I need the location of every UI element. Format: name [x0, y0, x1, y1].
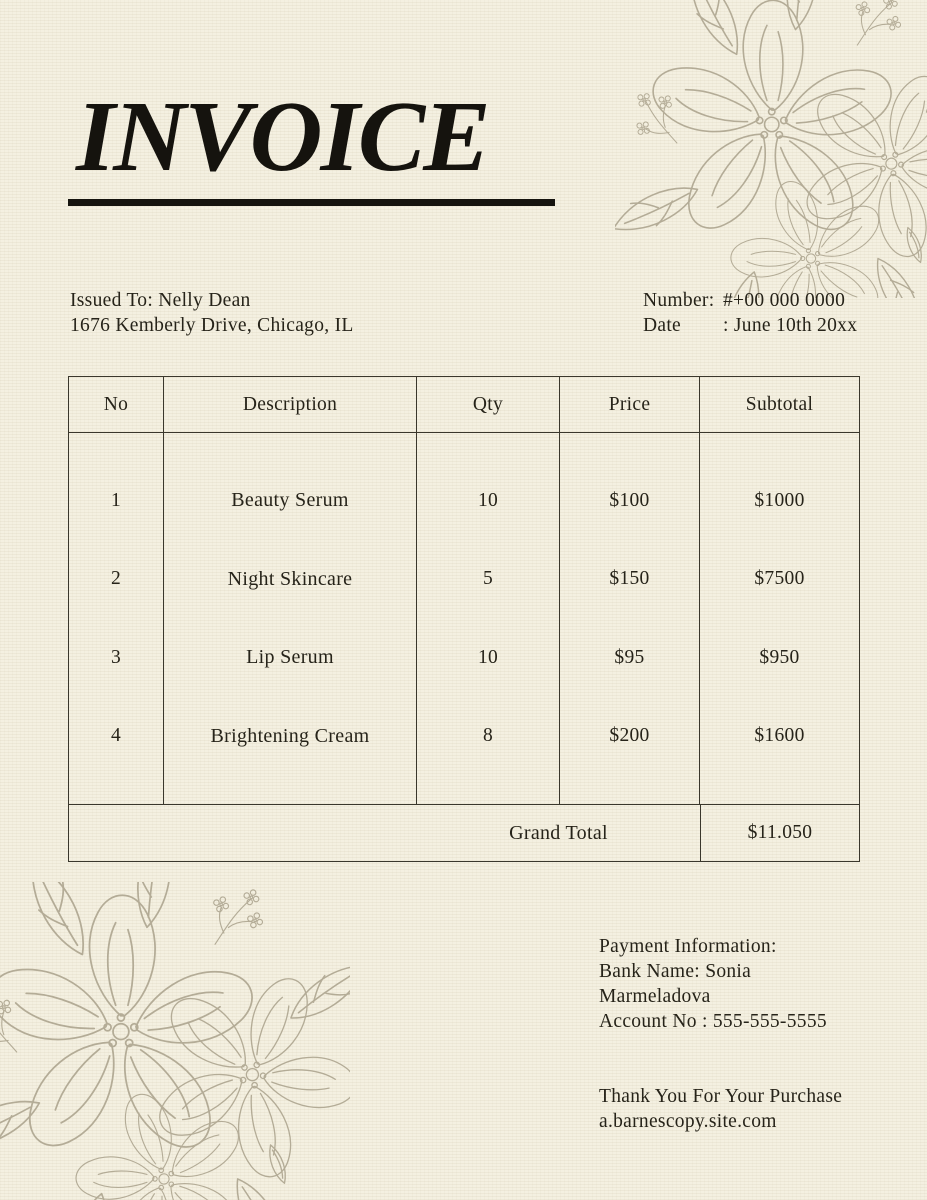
bank-name-line: Bank Name: Sonia: [599, 961, 752, 982]
invoice-date-row: [643, 313, 857, 338]
cell-qty: 10: [477, 489, 499, 511]
grand-total-value: $11.050: [700, 805, 859, 861]
thank-you-text: Thank You For Your Purchase: [599, 1086, 843, 1107]
table-body: [69, 433, 859, 805]
cell-no: 1: [110, 489, 122, 511]
cell-subtotal: $950: [759, 646, 800, 668]
cell-subtotal: $7500: [754, 568, 805, 590]
page-title: INVOICE: [76, 80, 489, 192]
table-header-row: [69, 377, 859, 433]
cell-description: Brightening Cream: [210, 725, 370, 748]
cell-price: $150: [609, 568, 650, 590]
column-header-price: Price: [560, 377, 700, 432]
column-price: [560, 433, 700, 804]
column-header-qty: Qty: [417, 377, 560, 432]
invoice-date-value: : June 10th 20xx: [723, 315, 858, 336]
issued-to-address: 1676 Kemberly Drive, Chicago, IL: [70, 315, 354, 336]
website-text: a.barnescopy.site.com: [599, 1111, 777, 1132]
floral-top-right-icon: [615, 0, 927, 298]
column-header-description: Description: [164, 377, 417, 432]
grand-total-spacer: [69, 805, 417, 861]
cell-qty: 8: [482, 725, 494, 747]
grand-total-label: Grand Total: [509, 821, 608, 844]
cell-subtotal: $1600: [754, 725, 805, 747]
invoice-number-row: [643, 288, 857, 313]
floral-bottom-left-icon: [0, 882, 350, 1200]
column-qty: [417, 433, 560, 804]
invoice-date-label: Date: [643, 315, 682, 336]
column-header-no: No: [69, 377, 164, 432]
cell-no: 3: [110, 646, 122, 668]
cell-no: 4: [110, 725, 122, 747]
grand-total-row: [69, 805, 859, 861]
items-table: [68, 376, 860, 862]
payment-info-heading: Payment Information:: [599, 936, 777, 957]
thank-you-block: [599, 1084, 842, 1134]
account-number-line: Account No : 555-555-5555: [599, 1011, 827, 1032]
cell-qty: 5: [482, 568, 494, 590]
issued-to-line: Issued To: Nelly Dean: [70, 290, 251, 311]
cell-description: Night Skincare: [227, 567, 353, 590]
column-no: [69, 433, 164, 804]
column-description: [164, 433, 417, 804]
invoice-meta-block: [643, 288, 857, 338]
cell-subtotal: $1000: [754, 489, 805, 511]
issued-to-block: [70, 288, 354, 338]
cell-price: $95: [614, 646, 645, 668]
cell-price: $100: [609, 489, 650, 511]
title-underline: [68, 199, 555, 206]
invoice-number-value: #+00 000 0000: [723, 290, 846, 311]
cell-no: 2: [110, 568, 122, 590]
cell-description: Lip Serum: [246, 646, 334, 669]
column-header-subtotal: Subtotal: [745, 393, 814, 415]
column-subtotal: [700, 433, 859, 804]
cell-description: Beauty Serum: [231, 488, 349, 511]
bank-name-line2: Marmeladova: [599, 986, 711, 1007]
cell-qty: 10: [477, 646, 499, 668]
cell-price: $200: [609, 725, 650, 747]
invoice-number-label: Number:: [643, 290, 715, 311]
payment-info-block: [599, 934, 827, 1034]
